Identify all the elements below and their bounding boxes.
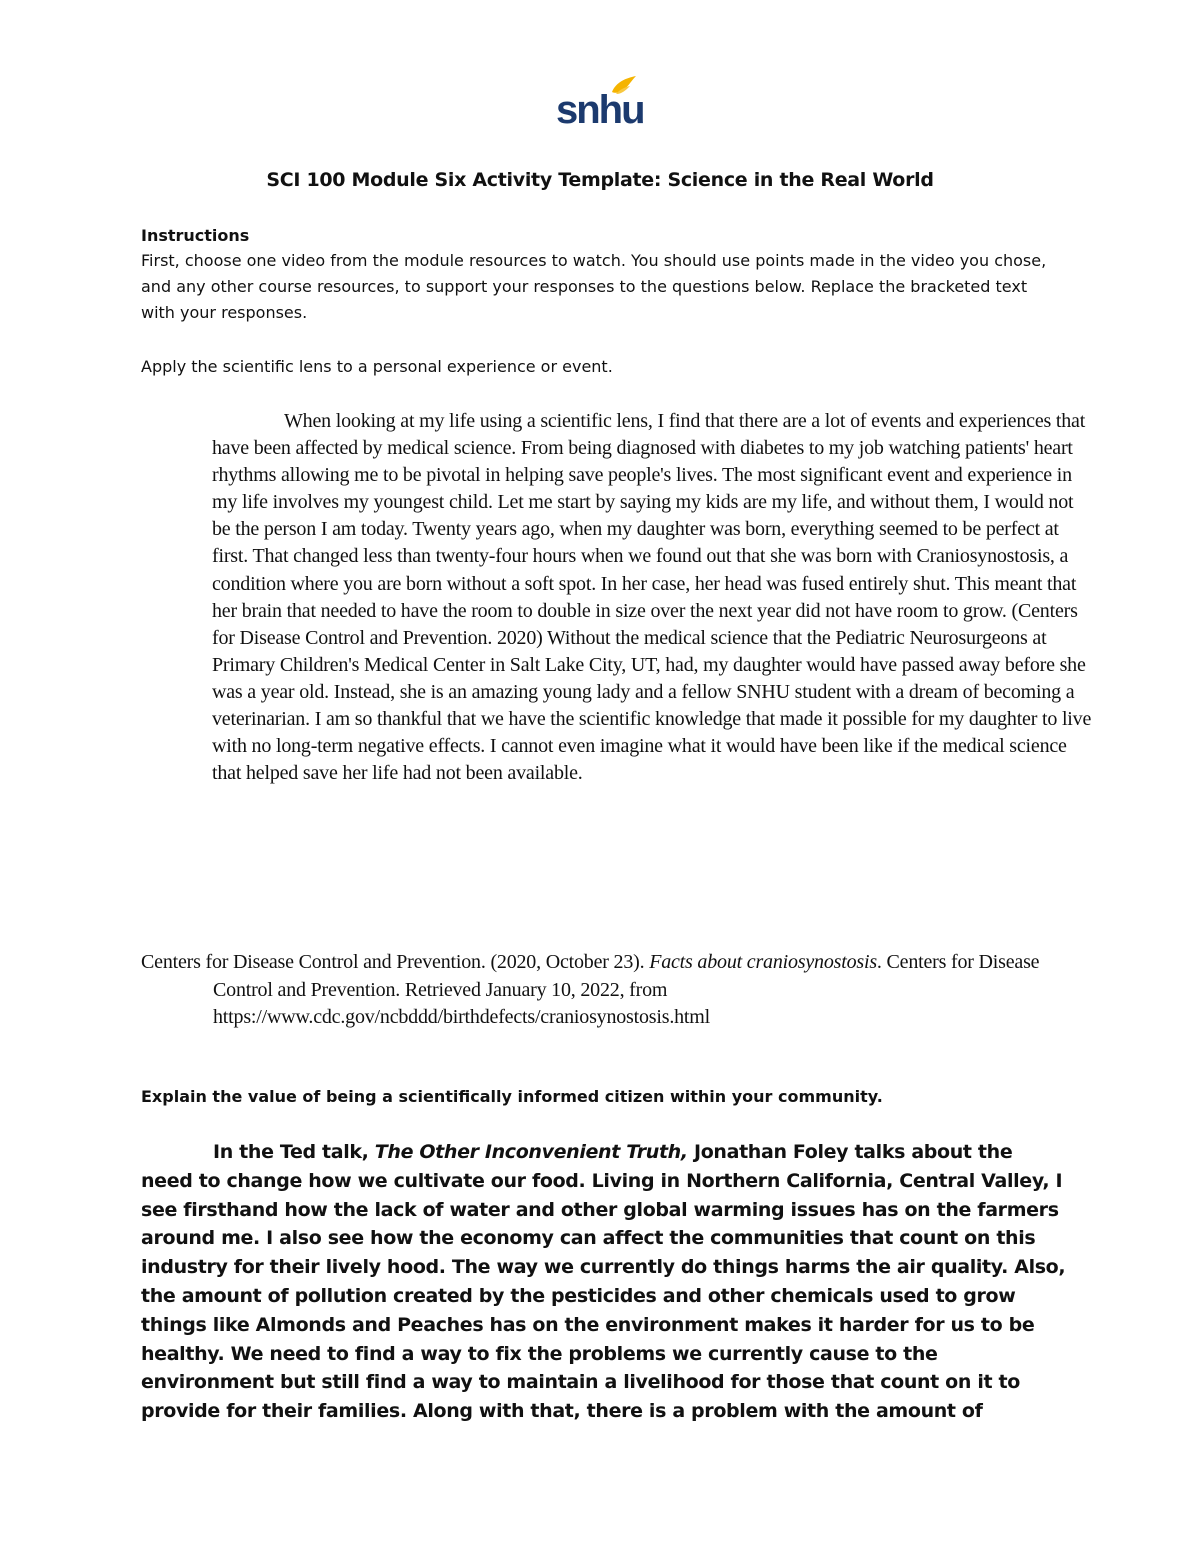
answer-paragraph-1: When looking at my life using a scientific lens, I find that there are a lot of events and experiences that have been affected by medical science. From being diagnosed with diabetes to my job watching patients' heart rhythms allowing me to be pivotal in helping save people's lives. The most significant event and experience in my life involves my youngest child. Let me start by saying my kids are my life, and without them, I would not be the person I am today. Twenty years ago, when my daughter was born, everything seemed to be perfect at first. That changed less than twenty-four hours when we found out that she was born with Craniosynostosis, a condition where you are born without a soft spot. In her case, her head was fused entirely shut. This meant that her brain that needed to have the room to double in size over the next year did not have room to grow. (Centers for Disease Control and Prevention. 2020) Without the medical science that the Pediatric Neurosurgeons at Primary Children's Medical Center in Salt Lake City, UT, had, my daughter would have passed away before she was a year old. Instead, she is an amazing young lady and a fellow SNHU student with a dream of becoming a veterinarian. I am so thankful that we have the scientific knowledge that made it possible for my daughter to live with no long-term negative effects. I cannot even imagine what it would have been like if the medical science that helped save her life had not been available. xyxy=(212,410,1092,785)
question-prompt-2: Explain the value of being a scientifically informed citizen within your community. xyxy=(141,1087,883,1106)
reference-citation xyxy=(141,949,1073,1032)
citation-author-date: Centers for Disease Control and Prevention. (2020, October 23). xyxy=(141,951,650,973)
answer-paragraph-2 xyxy=(141,1138,1066,1426)
question-prompt-1: Apply the scientific lens to a personal experience or event. xyxy=(141,357,613,376)
citation-title: Facts about craniosynostosis xyxy=(649,951,877,973)
logo-wordmark: snhu xyxy=(556,88,644,132)
page-title: SCI 100 Module Six Activity Template: Science in the Real World xyxy=(266,169,934,191)
instructions-body: First, choose one video from the module resources to watch. You should use points made in the video you chose, and any other course resources, to support your responses to the questions below. Replace the bracketed text with your responses. xyxy=(141,251,1047,322)
answer2-body: Jonathan Foley talks about the need to change how we cultivate our food. Living in Northern California, Central Valley, I see firsthand how the lack of water and other global warming issues has on the farmers around me. I also see how the economy can affect the communities that count on this industry for their lively hood. The way we currently do things harms the air quality. Also, the amount of pollution created by the pesticides and other chemicals used to grow things like Almonds and Peaches has on the environment makes it harder for us to be healthy. We need to find a way to fix the problems we currently cause to the environment but still find a way to maintain a livelihood for those that count on it to provide for their families. Along with that, there is a problem with the amount of xyxy=(141,1141,1066,1423)
ted-talk-title: The Other Inconvenient Truth, xyxy=(374,1141,688,1163)
answer2-intro: In the Ted talk, xyxy=(213,1141,375,1163)
instructions-heading: Instructions xyxy=(141,226,250,245)
snhu-logo xyxy=(550,72,650,136)
citation-source: . Centers for Disease Control and Prevention. Retrieved January 10, 2022, from https://www.cdc.gov/ncbddd/birthdefects/craniosynostosis.html xyxy=(213,951,1040,1028)
